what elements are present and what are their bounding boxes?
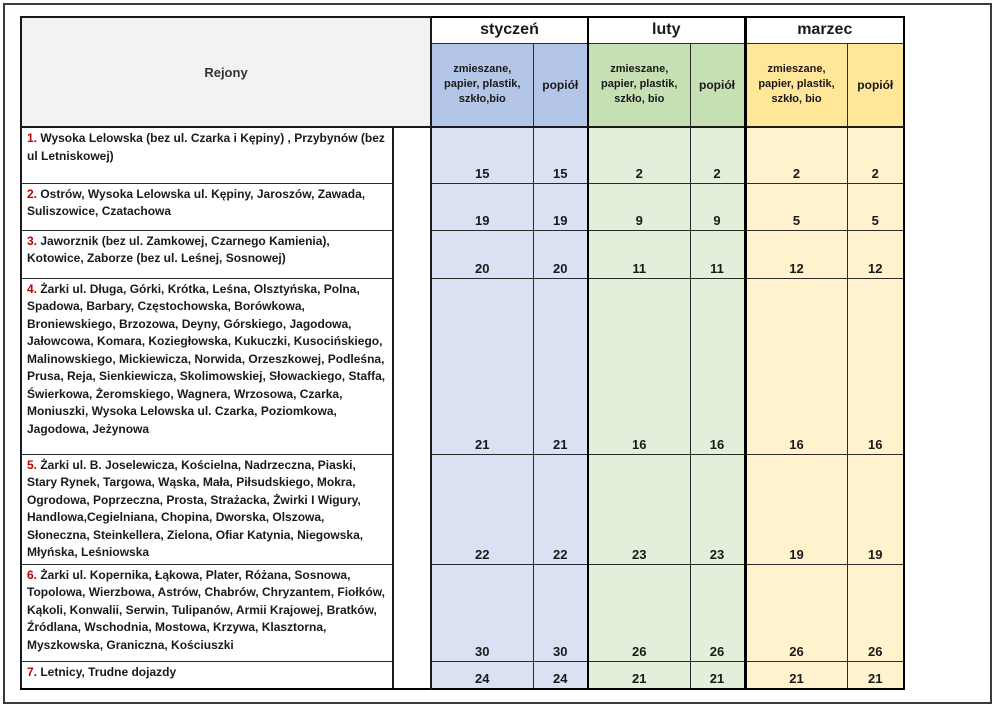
pickup-day-cell: 5 (847, 183, 904, 230)
region-row-number: 3. (27, 233, 38, 248)
region-street-list: Wysoka Lelowska (bez ul. Czarka i Kępiny) , Przybynów (bez ul Letniskowej) (27, 131, 385, 163)
pickup-day-cell: 12 (745, 230, 847, 278)
month-header-luty: luty (588, 17, 745, 43)
pickup-day-cell: 24 (431, 661, 533, 689)
pickup-day-cell: 23 (588, 454, 690, 564)
pickup-day-cell: 11 (588, 230, 690, 278)
region-row-4 (21, 278, 904, 454)
pickup-day-cell: 19 (847, 454, 904, 564)
pickup-day-cell: 21 (533, 278, 588, 454)
region-street-list: Żarki ul. Kopernika, Łąkowa, Plater, Różana, Sosnowa, Topolowa, Wierzbowa, Astrów, Chabrów, Chryzantem, Fiołków, Kąkoli, Konwalii, Serwin, Tulipanów, Armii Krajowej, Bratków, Źródlana, Wschodnia, Mostowa, Krzywa, Klasztorna, Myszkowska, Graniczna, Kościuszki (27, 567, 385, 652)
region-cell (21, 454, 393, 564)
region-street-list: Ostrów, Wysoka Lelowska ul. Kępiny, Jaroszów, Zawada, Suliszowice, Czatachowa (27, 186, 366, 218)
region-street-list: Jaworznik (bez ul. Zamkowej, Czarnego Kamienia), Kotowice, Zaborze (bez ul. Leśnej, Sosnowej) (27, 233, 330, 265)
region-row-2 (21, 183, 904, 230)
region-row-6 (21, 564, 904, 661)
pickup-day-cell: 16 (847, 278, 904, 454)
region-cell (21, 230, 393, 278)
pickup-day-cell: 16 (690, 278, 745, 454)
region-row-5 (21, 454, 904, 564)
pickup-day-cell: 21 (588, 661, 690, 689)
region-cell (21, 183, 393, 230)
month-header-styczen: styczeń (431, 17, 588, 43)
month-header-marzec: marzec (745, 17, 904, 43)
pickup-day-cell: 19 (745, 454, 847, 564)
luty-mixed-waste-header: zmieszane, papier, plastik, szkło, bio (588, 43, 690, 127)
pickup-day-cell: 26 (588, 564, 690, 661)
marzec-ash-header: popiół (847, 43, 904, 127)
waste-collection-schedule-table (20, 16, 905, 690)
pickup-day-cell: 20 (431, 230, 533, 278)
pickup-day-cell: 26 (847, 564, 904, 661)
styczen-mixed-waste-header: zmieszane, papier, plastik, szkło,bio (431, 43, 533, 127)
pickup-day-cell: 20 (533, 230, 588, 278)
pickup-day-cell: 19 (533, 183, 588, 230)
pickup-day-cell: 23 (690, 454, 745, 564)
pickup-day-cell: 30 (533, 564, 588, 661)
pickup-day-cell: 2 (690, 127, 745, 183)
region-row-number: 7. (27, 664, 38, 679)
pickup-day-cell: 19 (431, 183, 533, 230)
spacer-column (393, 127, 431, 689)
pickup-day-cell: 30 (431, 564, 533, 661)
region-row-number: 5. (27, 457, 38, 472)
pickup-day-cell: 12 (847, 230, 904, 278)
luty-ash-header: popiół (690, 43, 745, 127)
pickup-day-cell: 21 (431, 278, 533, 454)
pickup-day-cell: 26 (690, 564, 745, 661)
pickup-day-cell: 15 (431, 127, 533, 183)
pickup-day-cell: 21 (690, 661, 745, 689)
region-street-list: Żarki ul. Długa, Górki, Krótka, Leśna, Olsztyńska, Polna, Spadowa, Barbary, Częstochowska, Borówkowa, Broniewskiego, Brzozowa, Deyny, Górskiego, Jagodowa, Jałowcowa, Komara, Koziegłowska, Kukuczki, Kusocińskiego, Malinowskiego, Mickiewicza, Norwida, Orzeszkowej, Podleśna, Prusa, Reja, Sienkiewicza, Skolimowskiej, Słowackiego, Staffa, Świerkowa, Żeromskiego, Wagnera, Wrzosowa, Czarka, Moniuszki, Wysoka Lelowska ul. Czarka, Poziomkowa, Jagodowa, Jeżynowa (27, 281, 386, 436)
pickup-day-cell: 5 (745, 183, 847, 230)
region-cell (21, 127, 393, 183)
region-row-number: 6. (27, 567, 38, 582)
region-row-3 (21, 230, 904, 278)
region-row-7 (21, 661, 904, 689)
pickup-day-cell: 11 (690, 230, 745, 278)
pickup-day-cell: 21 (847, 661, 904, 689)
pickup-day-cell: 15 (533, 127, 588, 183)
region-cell (21, 564, 393, 661)
region-street-list: Żarki ul. B. Joselewicza, Kościelna, Nadrzeczna, Piaski, Stary Rynek, Targowa, Wąska, Mała, Piłsudskiego, Mokra, Ogrodowa, Poprzeczna, Prosta, Strażacka, Żwirki I Wigury, Handlowa,Cegielniana, Chopina, Dworska, Olszowa, Słoneczna, Steinkellera, Zielona, Ofiar Katynia, Niegowska, Młyńska, Leśniowska (27, 457, 364, 559)
pickup-day-cell: 16 (588, 278, 690, 454)
pickup-day-cell: 22 (533, 454, 588, 564)
marzec-mixed-waste-header: zmieszane, papier, plastik, szkło, bio (745, 43, 847, 127)
region-row-number: 1. (27, 131, 38, 145)
schedule-table-body (21, 127, 904, 689)
month-header-row (21, 17, 904, 43)
pickup-day-cell: 16 (745, 278, 847, 454)
region-row-number: 4. (27, 281, 38, 296)
pickup-day-cell: 2 (588, 127, 690, 183)
pickup-day-cell: 24 (533, 661, 588, 689)
regions-column-header: Rejony (21, 17, 431, 127)
region-row-number: 2. (27, 186, 38, 201)
region-row-1 (21, 127, 904, 183)
styczen-ash-header: popiół (533, 43, 588, 127)
pickup-day-cell: 21 (745, 661, 847, 689)
pickup-day-cell: 2 (745, 127, 847, 183)
pickup-day-cell: 22 (431, 454, 533, 564)
pickup-day-cell: 2 (847, 127, 904, 183)
pickup-day-cell: 9 (690, 183, 745, 230)
pickup-day-cell: 26 (745, 564, 847, 661)
pickup-day-cell: 9 (588, 183, 690, 230)
region-street-list: Letnicy, Trudne dojazdy (37, 664, 177, 679)
region-cell (21, 278, 393, 454)
region-cell (21, 661, 393, 689)
